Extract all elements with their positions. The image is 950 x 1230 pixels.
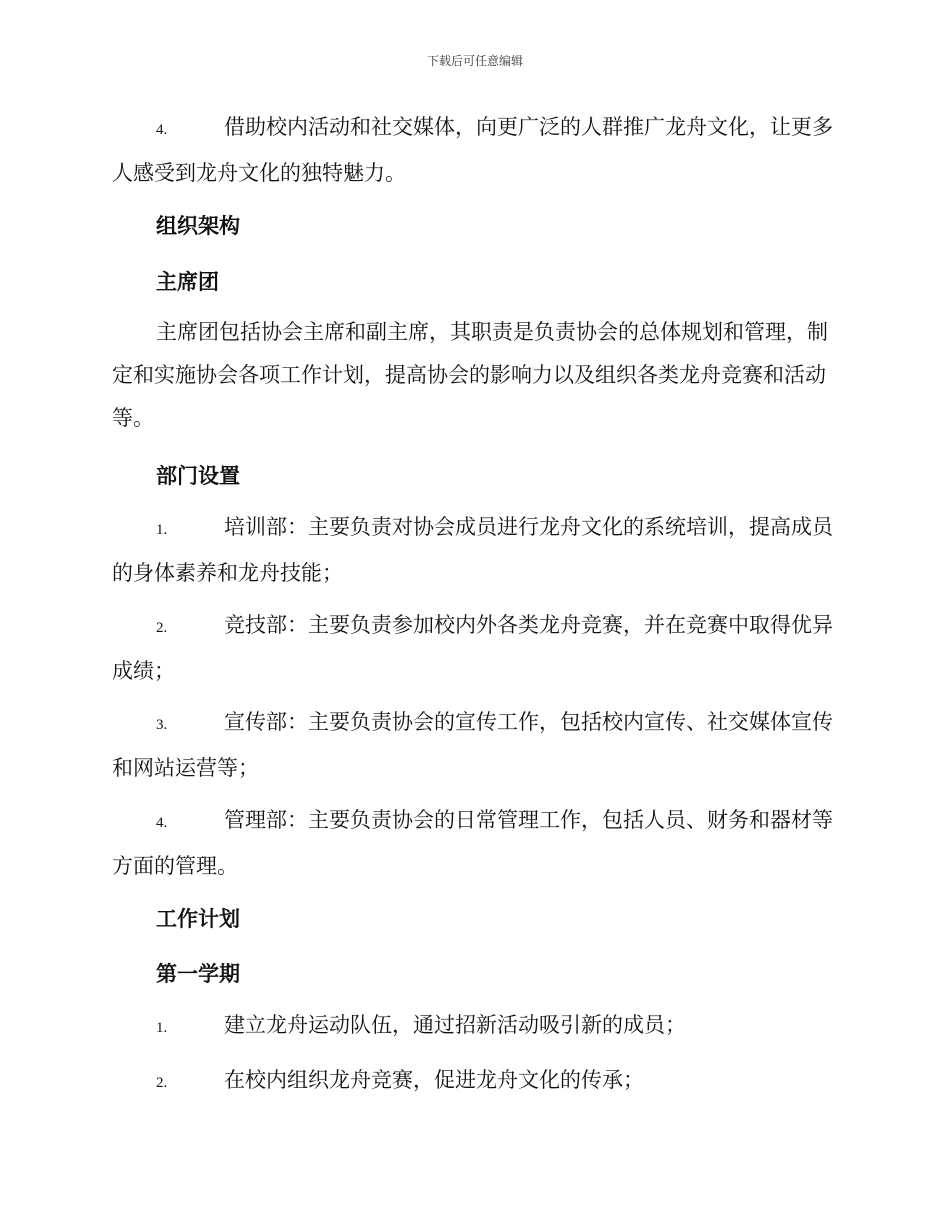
department-item [112,701,834,790]
presidium-paragraph [112,311,834,440]
list-text: 管理部：主要负责协会的日常管理工作，包括人员、财务和器材等方面的管理。 [112,808,833,878]
list-number: 3. [156,717,168,733]
goal-item-4 [112,106,834,195]
list-number: 1. [156,1020,168,1036]
plan-item [112,1059,834,1105]
list-number: 4. [156,815,168,831]
section-heading-plan: 工作计划 [156,906,240,931]
list-text: 建立龙舟运动队伍，通过招新活动吸引新的成员； [224,1013,686,1037]
department-item [112,604,834,693]
department-item [112,799,834,888]
list-number: 4. [156,122,168,138]
subsection-heading-presidium: 主席团 [156,269,219,294]
subsection-heading-term1: 第一学期 [156,961,240,986]
list-text: 在校内组织龙舟竞赛，促进龙舟文化的传承； [224,1068,644,1092]
list-text: 宣传部：主要负责协会的宣传工作，包括校内宣传、社交媒体宣传和网站运营等； [112,710,833,780]
paragraph-text: 主席团包括协会主席和副主席，其职责是负责协会的总体规划和管理，制定和实施协会各项工作计划，提高协会的影响力以及组织各类龙舟竞赛和活动等。 [112,320,828,430]
list-text: 借助校内活动和社交媒体，向更广泛的人群推广龙舟文化，让更多人感受到龙舟文化的独特魅力。 [112,115,833,185]
plan-item [112,1004,834,1050]
list-text: 竞技部：主要负责参加校内外各类龙舟竞赛，并在竞赛中取得优异成绩； [112,613,833,683]
list-number: 2. [156,1075,168,1091]
page-header-note: 下载后可任意编辑 [426,54,523,68]
subsection-heading-departments: 部门设置 [156,463,240,488]
list-number: 1. [156,522,168,538]
department-item [112,506,834,595]
section-heading-org: 组织架构 [156,213,240,238]
list-text: 培训部：主要负责对协会成员进行龙舟文化的系统培训，提高成员的身体素养和龙舟技能； [112,515,833,585]
list-number: 2. [156,620,168,636]
